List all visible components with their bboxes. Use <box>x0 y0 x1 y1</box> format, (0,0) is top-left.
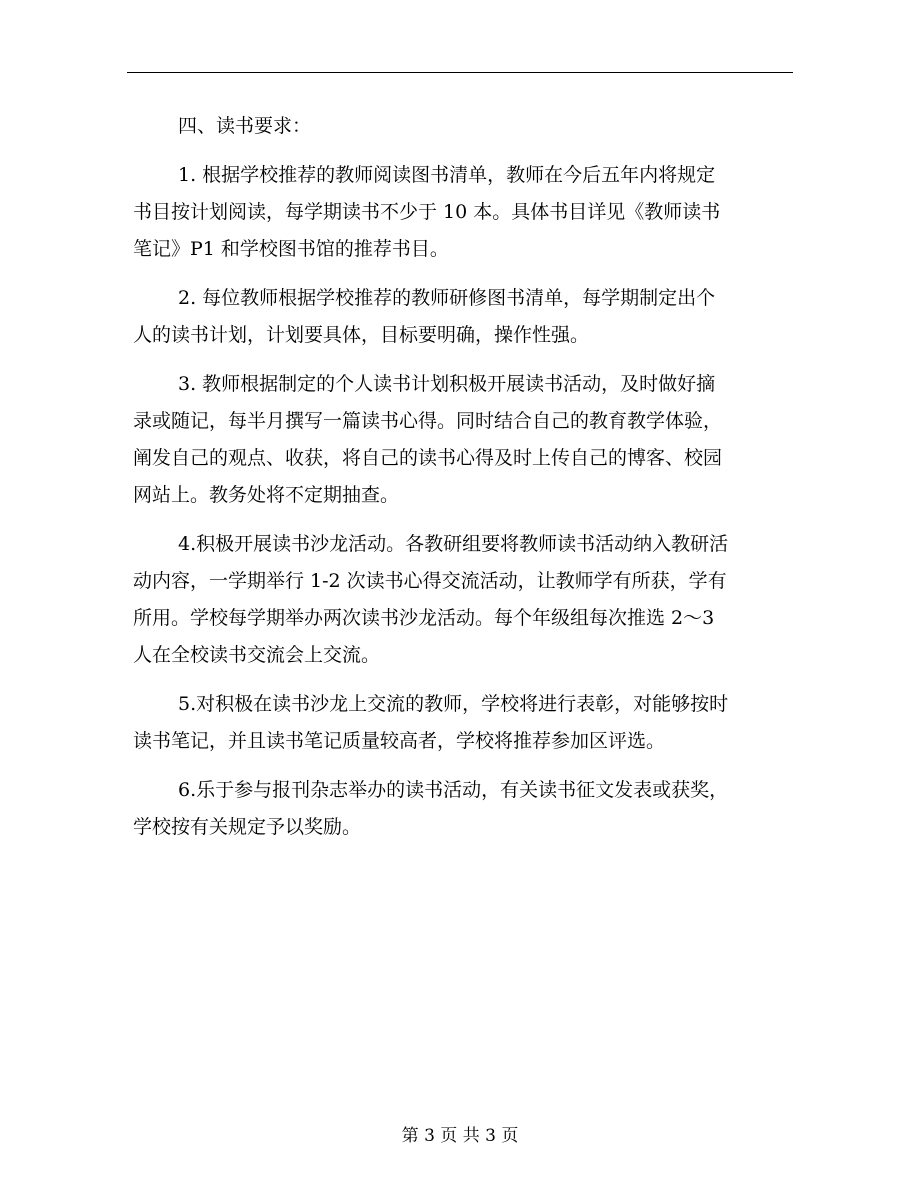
paragraph-line: 6.乐于参与报刊杂志举办的读书活动，有关读书征文发表或获奖， <box>178 779 729 801</box>
paragraph-line: 笔记》P1 和学校图书馆的推荐书目。 <box>133 238 449 260</box>
paragraph-2 <box>133 280 799 354</box>
section-heading: 四、读书要求： <box>178 115 312 137</box>
paragraph-line: 4.积极开展读书沙龙活动。各教研组要将教师读书活动纳入教研活 <box>178 533 729 555</box>
paragraph-line: 5.对积极在读书沙龙上交流的教师，学校将进行表彰，对能够按时 <box>178 693 729 715</box>
paragraph-6 <box>133 772 799 846</box>
paragraph-line: 学校按有关规定予以奖励。 <box>133 816 362 838</box>
page-number-footer: 第 3 页 共 3 页 <box>401 1126 519 1146</box>
paragraph-3 <box>133 366 799 514</box>
paragraph-line: 2. 每位教师根据学校推荐的教师研修图书清单，每学期制定出个 <box>178 287 716 309</box>
body-text <box>133 108 799 858</box>
paragraph-line: 动内容，一学期举行 1-2 次读书心得交流活动，让教师学有所获，学有 <box>133 570 727 592</box>
paragraph-line: 读书笔记，并且读书笔记质量较高者，学校将推荐参加区评选。 <box>133 730 666 752</box>
paragraph-line: 人在全校读书交流会上交流。 <box>133 644 381 666</box>
paragraph-line: 阐发自己的观点、收获，将自己的读书心得及时上传自己的博客、校园 <box>133 447 723 469</box>
paragraph-line: 所用。学校每学期举办两次读书沙龙活动。每个年级组每次推选 2～3 <box>133 607 715 629</box>
paragraph-line: 人的读书计划，计划要具体，目标要明确，操作性强。 <box>133 324 590 346</box>
paragraph-line: 录或随记，每半月撰写一篇读书心得。同时结合自己的教育教学体验， <box>133 410 723 432</box>
paragraph-line: 书目按计划阅读，每学期读书不少于 10 本。具体书目详见《教师读书 <box>133 201 721 223</box>
paragraph-5 <box>133 686 799 760</box>
header-rule <box>127 72 793 73</box>
paragraph-1 <box>133 157 799 268</box>
paragraph-4 <box>133 526 799 674</box>
paragraph-line: 网站上。教务处将不定期抽查。 <box>133 484 400 506</box>
paragraph-line: 1. 根据学校推荐的教师阅读图书清单，教师在今后五年内将规定 <box>178 164 716 186</box>
paragraph-line: 3. 教师根据制定的个人读书计划积极开展读书活动，及时做好摘 <box>178 373 716 395</box>
